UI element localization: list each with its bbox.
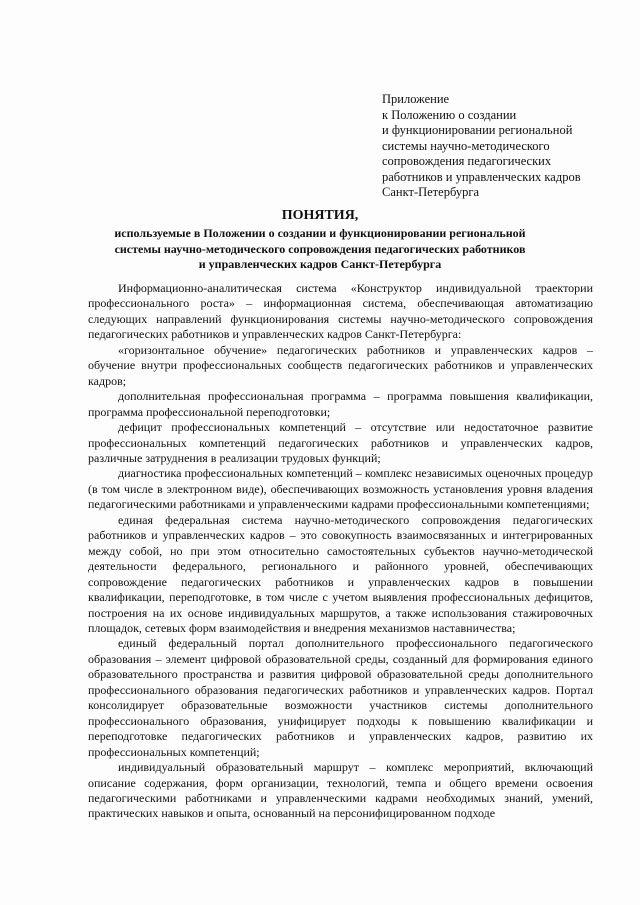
appendix-line: Приложение <box>382 92 450 106</box>
document-body <box>88 281 593 822</box>
appendix-line: работников и управленческих кадров <box>382 169 581 184</box>
appendix-line: Санкт-Петербурга <box>382 185 480 199</box>
appendix-line: к Положению о создании <box>382 107 517 122</box>
paragraph: индивидуальный образовательный маршрут – комплекс мероприятий, включающий описание содержания, форм организации, технологий, темпа и общего времени освоения педагогическими работниками и управленческими кадрами необходимых знаний, умений, практических навыков и опыта, основанный на персонифицированном подходе <box>88 760 593 821</box>
paragraph: «горизонтальное обучение» педагогических работников и управленческих кадров – обучение внутри профессиональных сообществ педагогических работников и управленческих кадров; <box>88 342 593 388</box>
paragraph: дефицит профессиональных компетенций – отсутствие или недостаточное развитие профессиональных компетенций педагогических работников и управленческих кадров, различные затруднения в реализации трудовых функций; <box>88 420 593 465</box>
appendix-line: системы научно-методического <box>382 138 550 153</box>
paragraph: Информационно-аналитическая система «Конструктор индивидуальной траектории профессионального роста» – информационная система, обеспечивающая автоматизацию следующих направлений функционирования системы научно-методического сопровождения педагогических работников и управленческих кадров Санкт-Петербурга: <box>88 281 593 342</box>
appendix-block <box>382 92 634 201</box>
document-title: ПОНЯТИЯ, <box>281 208 359 223</box>
subtitle-line: используемые в Положении о создании и функционировании региональной <box>114 226 526 240</box>
subtitle-line: и управленческих кадров Санкт-Петербурга <box>198 257 442 271</box>
paragraph: дополнительная профессиональная программа – программа повышения квалификации, программа профессиональной переподготовки; <box>88 389 593 419</box>
appendix-line: сопровождения педагогических <box>382 154 552 168</box>
document-subtitle <box>100 226 540 273</box>
paragraph: единая федеральная система научно-методического сопровождения педагогических работников и управленческих кадров – это совокупность взаимосвязанных и интегрированных между собой, но при этом относительно самостоятельных субъектов научно-методической деятельности федерального, регионального и районного уровней, обеспечивающих сопровождение педагогических работников и управленческих кадров в повышении квалификации, переподготовке, в том числе с учетом выявления профессиональных дефицитов, построения на их основе индивидуальных маршрутов, а также использования стажировочных площадок, сетевых форм взаимодействия и внедрения механизмов наставничества; <box>88 512 593 635</box>
paragraph: диагностика профессиональных компетенций – комплекс независимых оценочных процедур (в том числе в электронном виде), обеспечивающих возможность установления уровня владения педагогическими работниками и управленческими кадрами профессиональными компетенциями; <box>88 466 593 512</box>
paragraph: единый федеральный портал дополнительного профессионального педагогического образования – элемент цифровой образовательной среды, созданный для формирования единого образовательного пространства и развития цифровой образовательной среды дополнительного профессионального образования педагогических работников и управленческих кадров. Портал консолидирует образовательные возможности участников системы дополнительного профессионального образования, унифицирует подходы к повышению квалификации и переподготовке педагогических работников и управленческих кадров, развитию их профессиональных компетенций; <box>88 636 593 759</box>
subtitle-line: системы научно-методического сопровождения педагогических работников <box>114 241 526 256</box>
appendix-line: и функционировании региональной <box>382 123 573 137</box>
